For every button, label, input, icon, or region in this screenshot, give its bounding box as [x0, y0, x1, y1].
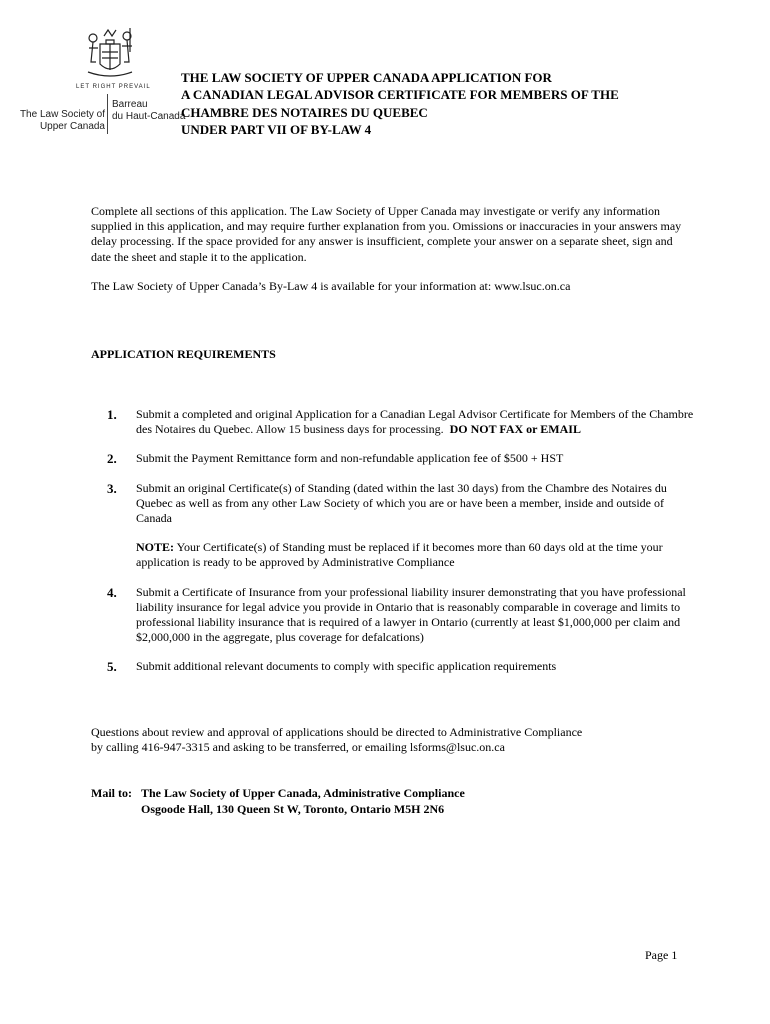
document-title: THE LAW SOCIETY OF UPPER CANADA APPLICATION FOR A CANADIAN LEGAL ADVISOR CERTIFICATE FOR MEMBERS OF THE CHAMBRE DES NOTAIRES DU QUEBEC UNDER PART VII OF BY-LAW 4: [181, 70, 619, 138]
requirement-item: 5. Submit additional relevant documents to comply with specific application requirements: [107, 659, 557, 675]
note-text: NOTE: Your Certificate(s) of Standing must be replaced if it becomes more than 60 days old at the time your application is ready to be approved by Administrative Compliance: [136, 540, 663, 570]
logo-english-name: The Law Society of Upper Canada: [19, 109, 105, 132]
logo-divider: [107, 94, 108, 134]
requirements-heading: APPLICATION REQUIREMENTS: [91, 347, 276, 361]
requirement-item: 3. Submit an original Certificate(s) of Standing (dated within the last 30 days) from the Chambre des Notaires du Quebec as well as from any other Law Society of which you are or have been a member, inside and outside of Canada NOTE: Your Certificate(s) of Standing must be replaced if it becomes more than 60 days old at the time your application is ready to be approved by Administrative Compliance: [107, 481, 697, 571]
page-number: Page 1: [645, 948, 678, 962]
bylaw-paragraph: The Law Society of Upper Canada’s By-Law 4 is available for your information at: www.lsuc.on.ca: [91, 279, 571, 293]
questions-paragraph: Questions about review and approval of applications should be directed to Administrative Compliance by calling 416-947-3315 and asking to be transferred, or emailing lsforms@lsuc.on.ca: [91, 725, 583, 755]
mail-label: Mail to:: [91, 786, 132, 800]
coat-of-arms-icon: [80, 22, 140, 90]
law-society-logo: [19, 22, 186, 150]
logo-french-name: Barreau du Haut-Canada: [112, 99, 186, 122]
requirement-item: 1. Submit a completed and original Application for a Canadian Legal Advisor Certificate for Members of the Chambre des Notaires du Quebec. Allow 15 business days for processing. DO NOT FAX or EMAIL: [107, 407, 694, 437]
emphasis-text: DO NOT FAX or EMAIL: [449, 422, 581, 437]
requirement-item: 2. Submit the Payment Remittance form and non-refundable application fee of $500 + HST: [107, 451, 564, 467]
requirement-item: 4. Submit a Certificate of Insurance from your professional liability insurer demonstrating that you have professional liability insurance for legal advice you provide in Ontario that is reasonably comparable in coverage and limits to professional liability insurance that is required of a lawyer in Ontario (currently at least $1,000,000 per claim and $2,000,000 in the aggregate, plus coverage for defalcations): [107, 584, 686, 645]
mailing-address: Mail to: The Law Society of Upper Canada, Administrative Compliance Osgoode Hall, 130 Queen St W, Toronto, Ontario M5H 2N6: [91, 786, 465, 816]
logo-motto: LET RIGHT PREVAIL: [76, 84, 151, 90]
intro-paragraph: Complete all sections of this application. The Law Society of Upper Canada may investigate or verify any information supplied in this application, and may require further explanation from you. Omissions or inaccuracies in your answers may delay processing. If the space provided for any answer is insufficient, complete your answer on a separate sheet, sign and date the sheet and staple it to the application.: [91, 204, 682, 264]
requirements-list: [107, 407, 697, 689]
